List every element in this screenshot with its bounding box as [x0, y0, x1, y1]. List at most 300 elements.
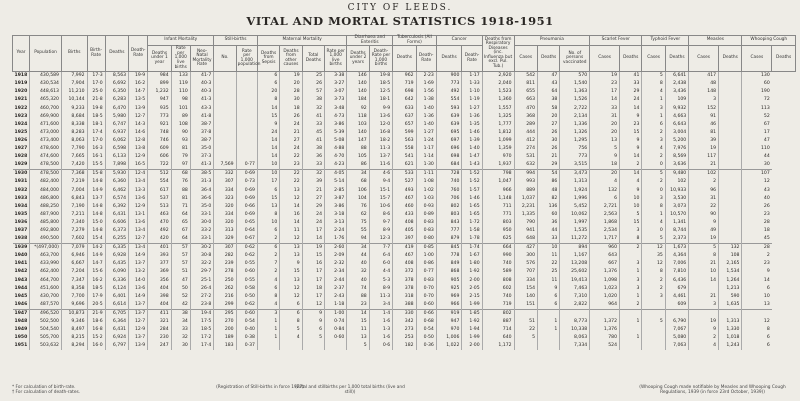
table-cell: 7,602	[61, 235, 87, 244]
table-cell: 1,264	[719, 277, 742, 285]
table-cell: 1,635	[719, 301, 742, 310]
table-cell: 640	[482, 334, 514, 342]
table-cell: 7,992	[61, 72, 87, 81]
table-cell: 5	[642, 318, 665, 326]
table-cell: 262	[214, 285, 236, 293]
table-cell: 460,700	[30, 105, 62, 113]
col-respiratory-deaths: Deaths from Respiratory Diseases (inc. Influenza but excl. Pul. Tub.)	[482, 36, 514, 72]
table-cell: 554	[148, 178, 171, 186]
table-cell: 17	[302, 293, 324, 301]
table-cell	[689, 309, 719, 318]
table-cell: 10	[689, 268, 719, 276]
table-cell: 0·69	[236, 211, 257, 219]
table-cell: 101	[171, 105, 190, 113]
table-cell: 372	[393, 268, 416, 276]
table-cell: 22	[280, 170, 302, 179]
table-cell: 72	[742, 96, 772, 104]
table-cell: 868	[436, 268, 462, 276]
table-cell: 8·9	[369, 227, 392, 235]
table-cell: 12·9	[129, 153, 148, 161]
table-cell: 27	[280, 137, 302, 145]
table-cell: 0	[642, 161, 665, 170]
table-cell: 13·2	[129, 268, 148, 276]
table-cell: 1·35	[462, 121, 482, 129]
col-maternal-total: Total Deaths	[302, 46, 324, 72]
table-cell: 503,632	[30, 342, 62, 350]
table-cell: 617	[148, 187, 171, 195]
table-cell: 408	[393, 219, 416, 227]
table-cell: 17·5	[190, 318, 213, 326]
table-cell: 356	[148, 277, 171, 285]
table-cell: 411	[148, 309, 171, 318]
table-cell: 879	[436, 235, 462, 244]
table-cell: 3,530	[665, 195, 688, 203]
table-cell: 12·7	[129, 235, 148, 244]
table-cell: 3	[642, 293, 665, 301]
table-cell: 3·87	[325, 195, 347, 203]
table-cell: 0·60	[236, 268, 257, 276]
table-cell: 330	[393, 309, 416, 318]
table-cell: 34	[347, 170, 369, 179]
table-cell: 9	[280, 260, 302, 268]
row-year-cell: 1935	[14, 211, 28, 217]
row-year-cell: 1934	[14, 203, 28, 209]
table-cell: 6,606	[105, 219, 128, 227]
table-cell: 6,614	[105, 301, 128, 310]
table-cell: 1·6	[369, 334, 392, 342]
footnote-death-rate: † For calculation of death-rates.	[12, 390, 81, 395]
table-cell: 16·0	[87, 342, 105, 350]
table-cell: 13	[347, 334, 369, 342]
row-year-cell: 1937	[14, 227, 28, 233]
group-maternal-mortality: Maternal Mortality	[257, 36, 346, 46]
footnote-whooping-cough: (Whooping Cough made notifiable by Measles and Whooping Cough Regulations, 1939 (in force 23rd October, 1939))	[639, 385, 786, 395]
table-cell: 1,047	[482, 178, 514, 186]
table-cell: 75	[347, 219, 369, 227]
table-cell: 8	[257, 211, 279, 219]
table-cell: 9,932	[665, 105, 688, 113]
table-cell: 26	[302, 80, 324, 88]
table-cell: 3	[257, 309, 279, 318]
table-cell: 7	[257, 260, 279, 268]
table-cell: 589	[482, 268, 514, 276]
table-cell: 7,067	[665, 326, 688, 334]
table-cell: 12·9	[129, 203, 148, 211]
table-cell: 3·18	[325, 211, 347, 219]
table-cell: 51	[514, 318, 537, 326]
table-cell: 239	[214, 260, 236, 268]
table-cell	[719, 121, 742, 129]
table-cell: 18·5	[369, 80, 392, 88]
table-cell: 8	[257, 293, 279, 301]
table-cell: 6	[280, 301, 302, 310]
table-cell: 2	[642, 178, 665, 186]
table-cell: 110	[742, 145, 772, 153]
table-cell: 697	[436, 137, 462, 145]
table-cell: 637	[393, 113, 416, 121]
table-cell: 54	[538, 170, 560, 179]
table-cell: 190	[742, 88, 772, 96]
table-cell: 18·5	[190, 326, 213, 334]
table-cell: 318	[393, 293, 416, 301]
table-cell: 6,641	[665, 72, 688, 81]
table-cell: 15	[257, 113, 279, 121]
table-cell: 478,500	[30, 161, 62, 170]
table-cell: 6	[257, 285, 279, 293]
table-cell: 2,040	[482, 80, 514, 88]
table-cell: 14·9	[87, 252, 105, 260]
table-cell	[719, 129, 742, 137]
table-cell: 28	[742, 244, 772, 253]
table-cell: 1,673	[665, 244, 688, 253]
table-cell: 48	[689, 80, 719, 88]
table-cell: 6·0	[369, 260, 392, 268]
table-cell: 250	[214, 277, 236, 285]
table-row	[13, 260, 796, 268]
table-cell: 13	[257, 203, 279, 211]
table-cell: 1·14	[416, 153, 436, 161]
table-row	[13, 170, 796, 179]
table-cell: 184	[347, 96, 369, 104]
table-cell: 10,873	[61, 309, 87, 318]
table-cell: 15	[620, 129, 642, 137]
table-cell: 2·37	[325, 285, 347, 293]
table-cell: 1·6	[369, 318, 392, 326]
table-cell: 3·13	[325, 219, 347, 227]
table-cell: 64	[171, 235, 190, 244]
table-cell: 37·3	[190, 153, 213, 161]
row-year-cell: 1931	[14, 179, 28, 185]
col-scarlet-deaths: Deaths	[620, 46, 642, 72]
table-cell: 14·8	[87, 203, 105, 211]
page-title: VITAL AND MORTAL STATISTICS 1918-1951	[246, 14, 554, 28]
table-cell: 21·9	[87, 309, 105, 318]
table-cell: 4·05	[325, 170, 347, 179]
table-cell: 1·99	[462, 334, 482, 342]
table-cell: 8	[642, 80, 665, 88]
table-cell: 18·5	[87, 285, 105, 293]
table-cell: 19	[689, 235, 719, 244]
table-cell: 52	[742, 113, 772, 121]
table-cell	[742, 309, 772, 318]
table-cell: 2,721	[590, 203, 620, 211]
table-cell: 478,600	[30, 145, 62, 153]
table-cell: 43·3	[190, 105, 213, 113]
row-year-cell: 1939	[13, 244, 30, 253]
table-cell: 811	[514, 80, 537, 88]
table-cell: 148	[689, 88, 719, 96]
table-cell: 320	[214, 203, 236, 211]
table-cell: 1,557	[482, 105, 514, 113]
table-cell: 6,090	[105, 268, 128, 276]
table-cell: 12	[280, 235, 302, 244]
table-cell: 401	[148, 244, 171, 253]
table-cell: 6	[742, 334, 772, 342]
table-cell: 140	[514, 293, 537, 301]
table-cell: 0·6	[369, 342, 392, 350]
table-cell	[719, 309, 742, 318]
table-cell: 13	[280, 244, 302, 253]
table-cell: 657	[393, 121, 416, 129]
table-cell: 20	[257, 88, 279, 96]
table-cell: 1,006	[436, 334, 462, 342]
table-cell: 15·2	[87, 334, 105, 342]
table-cell	[642, 326, 665, 334]
table-cell: 14	[347, 309, 369, 318]
table-cell	[214, 88, 236, 96]
table-cell: 941	[514, 227, 537, 235]
table-cell: 14·8	[87, 211, 105, 219]
table-cell: 320	[214, 219, 236, 227]
table-cell: 773	[148, 113, 171, 121]
table-cell: 2·44	[325, 277, 347, 285]
table-cell: 533	[393, 170, 416, 179]
table-cell: 20	[590, 121, 620, 129]
table-cell: 962	[393, 72, 416, 81]
table-cell: 3·86	[325, 121, 347, 129]
table-cell: 38	[171, 309, 190, 318]
table-cell	[214, 129, 236, 137]
table-cell: 64	[171, 211, 190, 219]
table-cell: 35·0	[190, 203, 213, 211]
table-cell: 984	[148, 72, 171, 81]
table-cell: 25	[302, 72, 324, 81]
table-cell: 488,250	[30, 203, 62, 211]
table-cell: 9	[620, 137, 642, 145]
table-cell	[214, 153, 236, 161]
row-year-cell: 1927	[14, 146, 28, 152]
table-cell: 18	[590, 161, 620, 170]
col-typhoid-deaths: Deaths	[665, 46, 688, 72]
table-cell: 1	[620, 334, 642, 342]
table-cell: 52	[171, 293, 190, 301]
table-cell: 633	[393, 105, 416, 113]
table-cell: 8,338	[61, 121, 87, 129]
col-neonatal-rate: Neo-Natal Mortality Rate	[190, 46, 213, 72]
table-cell: 919	[436, 309, 462, 318]
table-cell: 10,338	[560, 326, 590, 334]
table-cell: 11,272	[560, 235, 590, 244]
table-cell: 8,215	[61, 334, 87, 342]
table-cell: 13·7	[369, 153, 392, 161]
table-cell: 563	[393, 137, 416, 145]
table-cell	[538, 334, 560, 342]
table-cell: 1·56	[416, 88, 436, 96]
col-birth-rate: Birth-Rate	[87, 36, 105, 72]
table-cell: 0·60	[325, 334, 347, 342]
table-cell: 152	[689, 105, 719, 113]
table-cell: 17·4	[190, 342, 213, 350]
table-cell: 6,373	[105, 227, 128, 235]
table-cell: 5	[514, 334, 537, 342]
table-cell: 9·9	[369, 105, 392, 113]
table-cell: 398	[148, 293, 171, 301]
table-cell: 15·1	[369, 187, 392, 195]
table-cell: 11,210	[61, 88, 87, 96]
table-cell: 307	[214, 244, 236, 253]
table-cell: 1·94	[462, 326, 482, 334]
table-row	[13, 301, 796, 310]
table-row	[13, 219, 796, 227]
table-cell: 513	[148, 203, 171, 211]
table-cell: 9	[689, 326, 719, 334]
table-cell: 16·3	[87, 145, 105, 153]
table-cell: 1,363	[560, 88, 590, 96]
table-cell: 1·78	[462, 235, 482, 244]
table-cell: 1,777	[482, 121, 514, 129]
table-cell	[236, 129, 257, 137]
table-row	[13, 121, 796, 129]
table-cell: 490,500	[30, 235, 62, 244]
table-cell: 36	[302, 153, 324, 161]
table-cell: 12·4	[129, 170, 148, 179]
table-cell: 460	[393, 203, 416, 211]
table-cell: 9	[620, 145, 642, 153]
table-cell: 0·62	[236, 301, 257, 310]
table-cell: 1·18	[325, 301, 347, 310]
table-cell: 889	[514, 187, 537, 195]
table-cell: 0·86	[416, 260, 436, 268]
row-year-cell: 1951	[14, 343, 28, 349]
table-cell: 3·07	[325, 88, 347, 96]
table-cell: 13·4	[129, 227, 148, 235]
table-cell	[214, 113, 236, 121]
table-cell: 760	[436, 187, 462, 195]
table-cell: 12	[742, 318, 772, 326]
table-cell: 289	[514, 121, 537, 129]
table-cell: 6,705	[105, 309, 128, 318]
table-cell: 1	[620, 268, 642, 276]
table-cell: 140	[347, 129, 369, 137]
table-cell: 19	[302, 244, 324, 253]
table-cell: 0·73	[236, 178, 257, 186]
statistics-table	[12, 35, 796, 350]
table-cell: 843	[436, 219, 462, 227]
table-cell: 405	[393, 227, 416, 235]
table-cell: 13	[742, 301, 772, 310]
table-cell: 41·8	[190, 113, 213, 121]
table-cell: 9	[257, 121, 279, 129]
table-cell: 1,295	[560, 137, 590, 145]
table-cell: 11	[538, 277, 560, 285]
table-cell: 25·0	[87, 88, 105, 96]
table-cell: 2·24	[325, 227, 347, 235]
table-cell	[719, 211, 742, 219]
table-cell: 33	[590, 105, 620, 113]
table-cell: 0·77	[416, 268, 436, 276]
col-diarrhoea-rate: Death-Rate per 1,000 births	[369, 46, 392, 72]
table-cell: 23·8	[190, 301, 213, 310]
col-stillbirth-rate: Rate per 1,000 population	[236, 46, 257, 72]
table-cell: 200	[214, 326, 236, 334]
table-cell: 1,325	[482, 113, 514, 121]
table-cell: 22	[280, 153, 302, 161]
table-cell: 19·8	[87, 105, 105, 113]
table-cell: 46	[689, 121, 719, 129]
table-cell: 496,520	[30, 309, 62, 318]
table-cell: 26	[538, 129, 560, 137]
table-cell: 12·7	[129, 113, 148, 121]
table-cell: 15	[257, 195, 279, 203]
col-stillbirth-no: No.	[214, 46, 236, 72]
table-cell	[236, 96, 257, 104]
table-cell: 8	[689, 252, 719, 260]
table-cell: 11	[280, 227, 302, 235]
table-cell: 27	[538, 121, 560, 129]
table-cell: 28	[742, 219, 772, 227]
table-cell: 15	[620, 219, 642, 227]
table-cell: 14·6	[129, 129, 148, 137]
table-cell: 492,800	[30, 227, 62, 235]
table-cell: 966	[482, 187, 514, 195]
table-cell	[719, 80, 742, 88]
table-cell: 6,946	[61, 252, 87, 260]
table-cell: 18·1	[87, 121, 105, 129]
table-cell: 9	[538, 285, 560, 293]
table-cell: 7,569	[214, 161, 236, 170]
table-row	[13, 195, 796, 203]
table-cell: 3,636	[665, 161, 688, 170]
table-cell: 13·6	[129, 219, 148, 227]
table-cell: 6,928	[105, 252, 128, 260]
table-cell	[665, 309, 688, 318]
table-cell: 4·23	[325, 161, 347, 170]
table-cell: 29	[302, 203, 324, 211]
table-cell: 1·52	[462, 170, 482, 179]
table-cell: 33·1	[190, 235, 213, 244]
table-cell: 3,473	[560, 170, 590, 179]
table-cell: 12	[280, 285, 302, 293]
table-cell: 12	[280, 195, 302, 203]
table-cell: 57	[171, 252, 190, 260]
table-cell	[538, 309, 560, 318]
table-cell: 2	[689, 334, 719, 342]
table-cell	[236, 105, 257, 113]
table-cell: 117	[689, 153, 719, 161]
row-year-cell: 1922	[14, 105, 28, 111]
table-cell: 1·02	[416, 187, 436, 195]
table-cell: 4,663	[665, 113, 688, 121]
table-cell: 0·55	[236, 277, 257, 285]
table-cell: 13·1	[129, 211, 148, 219]
table-cell: 6,790	[665, 318, 688, 326]
table-cell: 118	[347, 113, 369, 121]
table-cell: 1,341	[665, 219, 688, 227]
table-cell: 12	[742, 178, 772, 186]
table-cell: 15·6	[87, 268, 105, 276]
table-cell: 136	[538, 203, 560, 211]
table-cell: 606	[148, 153, 171, 161]
table-cell: 12·7	[129, 318, 148, 326]
table-cell: 10·6	[369, 203, 392, 211]
table-cell: 802	[436, 203, 462, 211]
table-cell: 1,326	[560, 129, 590, 137]
table-cell: 109	[665, 96, 688, 104]
row-year-cell: 1919	[14, 81, 28, 87]
table-cell: 0·83	[416, 277, 436, 285]
table-cell: 1,037	[514, 195, 537, 203]
table-cell: 13·7	[129, 301, 148, 310]
table-cell: 86	[347, 161, 369, 170]
col-whooping-cases: Cases	[742, 46, 772, 72]
table-cell: 663	[514, 96, 537, 104]
table-cell: 639	[436, 121, 462, 129]
table-cell: 905	[436, 277, 462, 285]
table-cell: 0·69	[236, 170, 257, 179]
table-cell: 21·8	[87, 96, 105, 104]
col-diarrhoea-deaths: Deaths under 2 years	[347, 46, 369, 72]
table-cell: 369	[148, 268, 171, 276]
